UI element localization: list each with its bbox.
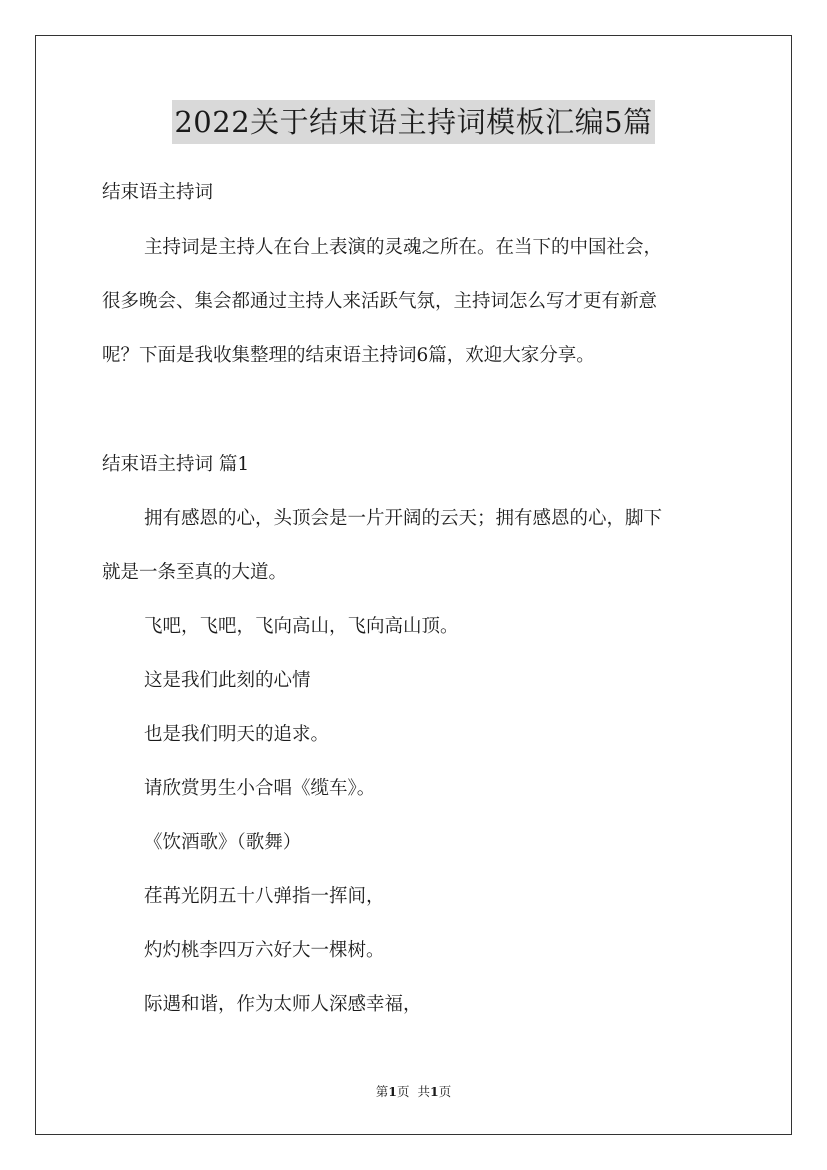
paragraph-line: 拥有感恩的心，头顶会是一片开阔的云天；拥有感恩的心，脚下: [144, 508, 663, 529]
paragraph-line: 灼灼桃李四万六好大一棵树。: [144, 940, 385, 961]
paragraph-line: 际遇和谐，作为太师人深感幸福，: [144, 994, 422, 1015]
paragraph-line: 飞吧，飞吧，飞向高山，飞向高山顶。: [144, 616, 459, 637]
paragraph-line: 这是我们此刻的心情: [144, 670, 311, 691]
footer-page-suffix: 页: [397, 1084, 410, 1099]
paragraph-line: 《饮酒歌》（歌舞）: [144, 832, 302, 853]
paragraph-line: 请欣赏男生小合唱《缆车》。: [144, 778, 376, 799]
intro-heading: 结束语主持词: [102, 182, 214, 203]
paragraph-line: 呢？下面是我收集整理的结束语主持词6篇，欢迎大家分享。: [102, 345, 595, 366]
footer-total-prefix: 共: [417, 1084, 430, 1099]
footer-total-suffix: 页: [438, 1084, 452, 1099]
footer-total-number: 1: [429, 1084, 439, 1099]
document-title: 2022关于结束语主持词模板汇编5篇: [172, 100, 654, 144]
section-heading: 结束语主持词 篇1: [102, 454, 250, 475]
page-footer: [0, 1084, 827, 1100]
footer-page-number: 1: [388, 1084, 397, 1099]
paragraph-line: 很多晚会、集会都通过主持人来活跃气氛，主持词怎么写才更有新意: [102, 291, 658, 312]
footer-page-prefix: 第: [375, 1084, 389, 1099]
paragraph-line: 也是我们明天的追求。: [144, 724, 330, 745]
paragraph-line: 主持词是主持人在台上表演的灵魂之所在。在当下的中国社会，: [144, 237, 663, 258]
paragraph-line: 荏苒光阴五十八弹指一挥间，: [144, 886, 385, 907]
title-container: [0, 100, 827, 144]
paragraph-line: 就是一条至真的大道。: [102, 562, 288, 583]
